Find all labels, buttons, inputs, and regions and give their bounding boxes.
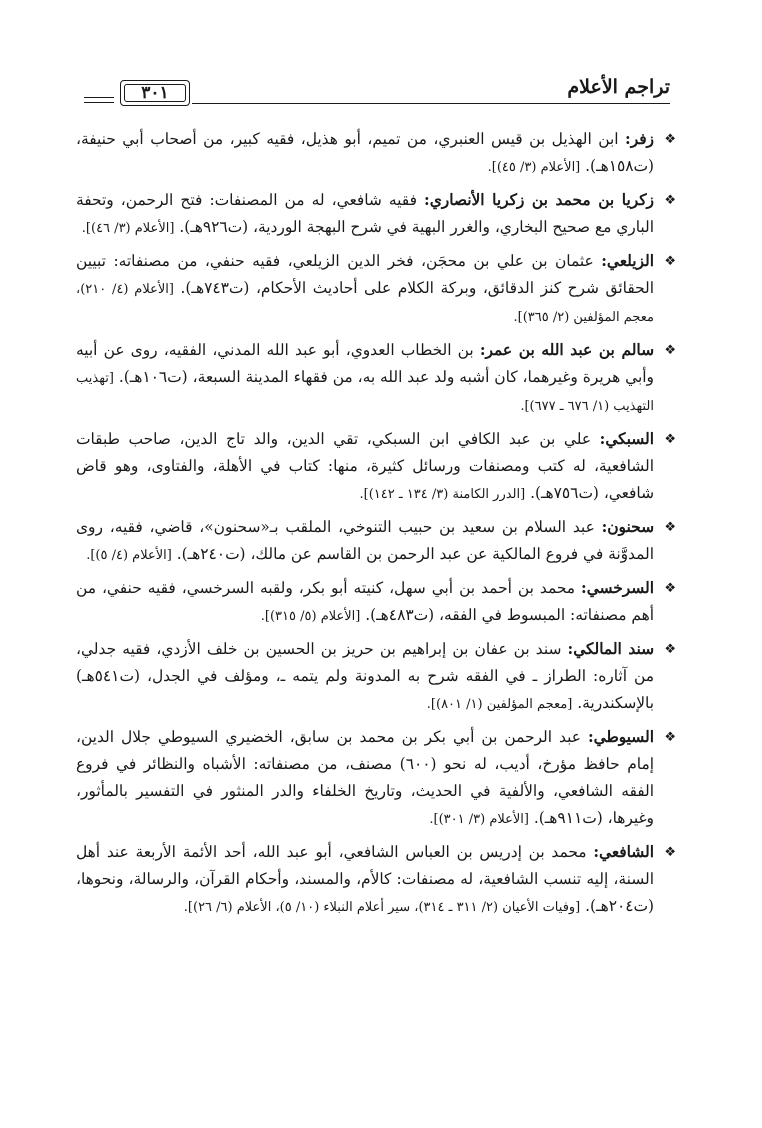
biography-entry — [76, 514, 676, 569]
page-header — [80, 70, 670, 110]
entry-name: سند المالكي: — [567, 640, 654, 658]
bullet-icon: ❖ — [664, 581, 676, 596]
bullet-icon: ❖ — [664, 132, 676, 147]
biography-entry — [76, 187, 676, 242]
entry-reference: [الأعلام (٤/ ٥)]. — [86, 548, 172, 563]
entry-name: زفر: — [625, 130, 654, 148]
page-number-frame — [120, 80, 190, 106]
entry-reference: [الأعلام (٣/ ٤٥)]. — [487, 160, 581, 175]
bullet-icon: ❖ — [664, 730, 676, 745]
entry-text: محمد بن أحمد بن أبي سهل، كنيته أبو بكر، ولقبه السرخسي، فقيه حنفي، من أهم مصنفاته: المبسوط في الفقه، (ت٤٨٣هـ). — [76, 579, 654, 624]
biography-entry — [76, 126, 676, 181]
entry-name: سالم بن عبد الله بن عمر: — [479, 341, 654, 359]
biography-entry — [76, 248, 676, 331]
header-ornament-rule — [84, 97, 114, 98]
entry-text: محمد بن إدريس بن العباس الشافعي، أبو عبد الله، أحد الأئمة الأربعة عند أهل السنة، إليه تنسب الشافعية، له مصنفات: كالأم، والمسند، وأحكام القرآن، والرسالة، ونحوها، (ت٢٠٤هـ). — [76, 843, 654, 915]
entry-name: زكريا بن محمد بن زكريا الأنصاري: — [424, 191, 654, 209]
running-title: تراجم الأعلام — [567, 76, 670, 98]
entry-text: عثمان بن علي بن محجَن، فخر الدين الزيلعي، فقيه حنفي، من مصنفاته: تبيين الحقائق شرح كنز الدقائق، وبركة الكلام على أحاديث الأحكام، (ت٧٤٣هـ). — [76, 252, 654, 297]
bullet-icon: ❖ — [664, 520, 676, 535]
entry-reference: [الدرر الكامنة (٣/ ١٣٤ ـ ١٤٢)]. — [359, 487, 526, 502]
entry-name: سحنون: — [601, 518, 654, 536]
entry-text: بن الخطاب العدوي، أبو عبد الله المدني، الفقيه، روى عن أبيه وأبي هريرة وغيرهما، كان أشبه ولد عبد الله به، من فقهاء المدينة السبعة، (ت١٠٦هـ). — [76, 341, 654, 386]
header-ornament-rule — [84, 102, 114, 103]
bullet-icon: ❖ — [664, 642, 676, 657]
entry-text: فقيه شافعي، له من المصنفات: فتح الرحمن، وتحفة الباري مع صحيح البخاري، والغرر البهية في شرح البهجة الوردية، (ت٩٢٦هـ). — [76, 191, 654, 236]
entry-name: الشافعي: — [593, 843, 654, 861]
entry-text: علي بن عبد الكافي ابن السبكي، تقي الدين، والد تاج الدين، صاحب طبقات الشافعية، له كتب ومصنفات ورسائل كثيرة، منها: كتاب في الأهلة، والفتاوى، وهو قاض شافعي، (ت٧٥٦هـ). — [76, 430, 654, 502]
entry-reference: [تهذيب التهذيب (١/ ٦٧٦ ـ ٦٧٧)]. — [76, 371, 654, 414]
bullet-icon: ❖ — [664, 845, 676, 860]
entry-reference: [معجم المؤلفين (١/ ٨٠١)]. — [426, 697, 573, 712]
entry-name: السيوطي: — [587, 728, 654, 746]
entry-name: السرخسي: — [581, 579, 654, 597]
entry-text: سند بن عفان بن إبراهيم بن حريز بن الحسين بن خلف الأزدي، فقيه جدلي، من آثاره: الطراز ـ في الفقه شرح به المدونة ولم يتمه ـ، ومؤلف في الجدل، (ت٥٤١هـ) بالإسكندرية. — [76, 640, 654, 712]
biographies-list — [76, 126, 676, 927]
bullet-icon: ❖ — [664, 254, 676, 269]
entry-text: عبد السلام بن سعيد بن حبيب التنوخي، الملقب بـ«سحنون»، قاضي، فقيه، روى المدوَّنة في فروع المالكية عن عبد الرحمن بن القاسم عن مالك، (ت٢٤٠هـ). — [76, 518, 654, 563]
bullet-icon: ❖ — [664, 193, 676, 208]
entry-name: السبكي: — [599, 430, 654, 448]
biography-entry — [76, 575, 676, 630]
header-rule — [192, 103, 670, 104]
entry-reference: [وفيات الأعيان (٢/ ٣١١ ـ ٣١٤)، سير أعلام النبلاء (١٠/ ٥)، الأعلام (٦/ ٢٦)]. — [183, 900, 581, 915]
biography-entry — [76, 426, 676, 508]
entry-text: ابن الهذيل بن قيس العنبري، من تميم، أبو هذيل، فقيه كبير، من أصحاب أبي حنيفة، (ت١٥٨هـ). — [76, 130, 654, 175]
entry-text: عبد الرحمن بن أبي بكر بن محمد بن سابق، الخضيري السيوطي جلال الدين، إمام حافظ مؤرخ، أديب، له نحو (٦٠٠) مصنف، من مصنفاته: الأشباه والنظائر في فروع الفقه الشافعي، والألفية في الحديث، وتاريخ الخلفاء والدر المنثور في التفسير بالمأثور، وغيرها، (ت٩١١هـ). — [76, 728, 654, 827]
entry-reference: [الأعلام (٣/ ٣٠١)]. — [429, 812, 529, 827]
page-number: ٣٠١ — [141, 83, 169, 103]
biography-entry — [76, 337, 676, 420]
biography-entry — [76, 724, 676, 833]
biography-entry — [76, 636, 676, 718]
entry-reference: [الأعلام (٣/ ٤٦)]. — [81, 221, 175, 236]
biography-entry — [76, 839, 676, 921]
bullet-icon: ❖ — [664, 343, 676, 358]
entry-reference: [الأعلام (٤/ ٢١٠)، معجم المؤلفين (٢/ ٣٦٥)]. — [76, 282, 654, 325]
entry-name: الزيلعي: — [601, 252, 654, 270]
bullet-icon: ❖ — [664, 432, 676, 447]
entry-reference: [الأعلام (٥/ ٣١٥)]. — [260, 609, 361, 624]
